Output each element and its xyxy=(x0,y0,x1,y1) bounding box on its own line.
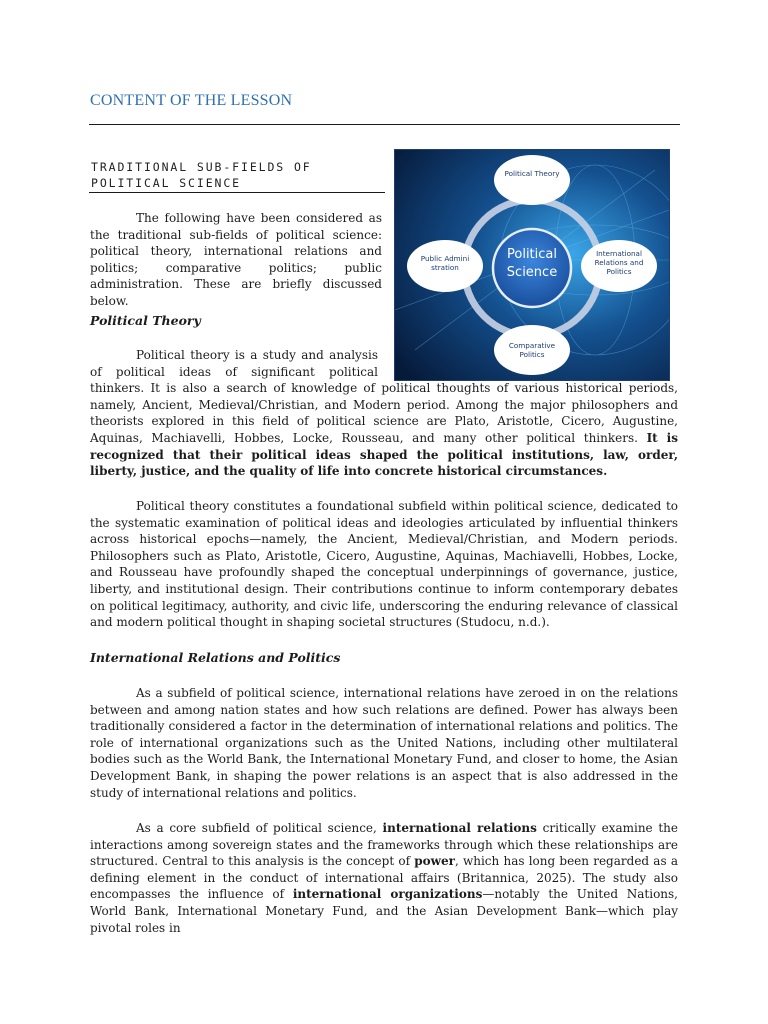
intro-paragraph: The following have been considered as the traditional sub-fields of political science: political theory, international relations and politics; comparative politics; public administration. These are briefly discussed below. xyxy=(90,211,382,308)
node-comparative-politics: Comparative Politics xyxy=(508,341,556,359)
ir-p2-text-a: As a core subfield of political science, xyxy=(136,821,377,835)
political-theory-paragraph-2: Political theory constitutes a foundational subfield within political science, dedicated to the systematic examination of political ideas and ideologies articulated by influential thinkers across historical epochs—namely, the Ancient, Medieval/Christian, and Modern periods. Philosophers such as Plato, Aristotle, Cicero, Augustine, Aquinas, Machiavelli, Hobbes, Locke, and Rousseau have profoundly shaped the conceptual underpinnings of governance, justice, liberty, and institutional design. Their contributions continue to inform contemporary debates on political legitimacy, authority, and civic life, underscoring the enduring relevance of classical and modern political thought in shaping societal structures (Studocu, n.d.). xyxy=(90,499,678,630)
diagram-wrap-spacer xyxy=(378,347,678,380)
political-theory-paragraph-1: Political theory is a study and analysis of political ideas of significant political thinkers. It is also a search of knowledge of political thoughts of various historical periods, namely, Ancient, Medieval/Christian, and Modern period. Among the major philosophers and theorists explored in this field of political science are Plato, Aristotle, Cicero, Augustine, Aquinas, Machiavelli, Hobbes, Locke, Rousseau, and many other political thinkers. It is recognized that their political ideas shaped the political institutions, law, order, liberty, justice, and the quality of life into concrete historical circumstances. xyxy=(90,348,678,479)
ir-p2-text-g: —notably the United Nations, World Bank, International Monetary Fund, and the Asian Development Bank—which play pivotal roles in xyxy=(90,887,678,935)
ir-paragraph-2 xyxy=(90,820,678,936)
node-top-shape xyxy=(494,155,570,205)
ir-p2-bold-orgs: international organizations xyxy=(292,887,483,902)
ir-p2-bold-ir: international relations xyxy=(382,821,537,835)
center-label: Political Science xyxy=(506,247,558,280)
node-international-relations: International Relations and Politics xyxy=(594,249,644,276)
international-relations-heading: International Relations and Politics xyxy=(90,650,341,665)
ir-p2-text-c: critically examine the interactions among sovereign states and the frameworks through which these relationships are structured. Central to this analysis is the concept of xyxy=(90,821,678,869)
ir-p2-bold-power: power xyxy=(414,854,455,869)
section-title: TRADITIONAL SUB-FIELDS OF POLITICAL SCIENCE xyxy=(91,160,312,190)
ir-paragraph-1: As a subfield of political science, international relations have zeroed in on the relations between and among nation states and how such relations are defined. Power has always been traditionally considered a factor in the determination of international relations and politics. The role of international organizations such as the United Nations, including other multilateral bodies such as the World Bank, the International Monetary Fund, and closer to home, the Asian Development Bank, in shaping the power relations is an aspect that is also addressed in the study of international relations and politics. xyxy=(90,686,678,800)
pt-para1-text: Political theory is a study and analysis of political ideas of significant political thinkers. It is also a search of knowledge of political thoughts of various historical periods, namely, Ancient, Medieval/Christian, and Modern period. Among the major philosophers and theorists explored in this field of political science are Plato, Aristotle, Cicero, Augustine, Aquinas, Machiavelli, Hobbes, Locke, Rousseau, and many other political thinkers. xyxy=(90,348,678,445)
pt-para1-bold: It is recognized that their political ideas shaped the political institutions, law, order, liberty, justice, and the quality of life into concrete historical circumstances xyxy=(90,430,678,479)
ir-p2-text-e: , which has long been regarded as a defining element in the conduct of international affairs (Britannica, 2025). The study also encompasses the influence of xyxy=(90,854,678,902)
political-theory-heading: Political Theory xyxy=(90,313,201,328)
lesson-heading: CONTENT OF THE LESSON xyxy=(90,92,293,109)
node-political-theory: Political Theory xyxy=(504,169,560,178)
node-public-administration: Public Administration xyxy=(420,254,470,272)
section-divider xyxy=(89,192,385,193)
heading-divider xyxy=(89,124,680,125)
